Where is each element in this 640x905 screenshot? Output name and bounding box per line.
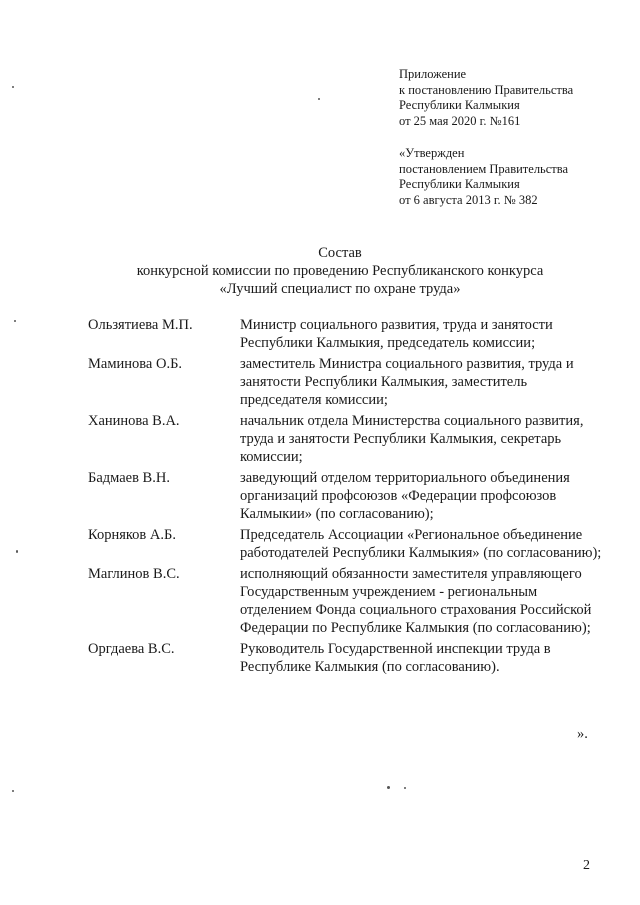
closing-quote-mark: ». [577,726,588,742]
member-role: исполняющий обязанности заместителя управляющего Государственным учреждением - региональным отделением Фонда социального страхования Российской Федерации по Республике Калмыкия (по согласованию); [240,566,592,636]
member-row [88,316,603,352]
title-line-1: Состав [318,245,362,261]
member-row [88,355,603,409]
member-row [88,526,603,562]
approval-line-2: постановлением Правительства [399,161,569,176]
approval-line-1: «Утвержден [399,146,465,160]
page-number: 2 [583,858,590,873]
scan-speck [318,98,320,100]
member-role: Руководитель Государственной инспекции труда в Республике Калмыкия (по согласованию). [240,641,551,675]
approval-line-3: Республики Калмыкия [399,177,520,191]
member-name: Маминова О.Б. [88,356,183,372]
appendix-line-4: от 25 мая 2020 г. №161 [399,113,521,128]
appendix-block [399,67,573,129]
member-row [88,412,603,466]
member-row [88,640,603,676]
scan-speck [12,790,14,792]
scan-speck [16,550,18,553]
title-line-3: «Лучший специалист по охране труда» [219,281,461,297]
scan-speck [387,786,390,789]
member-name: Корняков А.Б. [88,527,176,543]
appendix-line-2: к постановлению Правительства [399,82,574,97]
member-role: Председатель Ассоциации «Региональное объединение работодателей Республики Калмыкия» (по согласованию); [240,527,602,561]
member-row [88,469,603,523]
scan-speck [404,787,406,789]
appendix-line-1: Приложение [399,67,467,81]
approval-block [399,146,568,208]
member-name: Ханинова В.А. [88,413,180,429]
member-role: заместитель Министра социального развития, труда и занятости Республики Калмыкия, заместитель председателя комиссии; [240,356,574,408]
member-role: начальник отдела Министерства социального развития, труда и занятости Республики Калмыкия, секретарь комиссии; [240,413,584,465]
member-role: Министр социального развития, труда и занятости Республики Калмыкия, председатель комиссии; [240,317,553,351]
appendix-line-3: Республики Калмыкия [399,98,520,112]
member-name: Маглинов В.С. [88,566,180,582]
member-name: Ользятиева М.П. [88,317,193,333]
scan-speck [14,320,16,322]
scan-speck [12,86,14,88]
document-title [80,244,600,298]
member-role: заведующий отделом территориального объединения организаций профсоюзов «Федерации профсоюзов Калмыкии» (по согласованию); [240,470,570,522]
commission-members-list [88,316,603,679]
title-line-2: конкурсной комиссии по проведению Республиканского конкурса [136,263,544,279]
approval-line-4: от 6 августа 2013 г. № 382 [399,192,538,207]
member-name: Оргдаева В.С. [88,641,175,657]
member-row [88,565,603,637]
member-name: Бадмаев В.Н. [88,470,170,486]
